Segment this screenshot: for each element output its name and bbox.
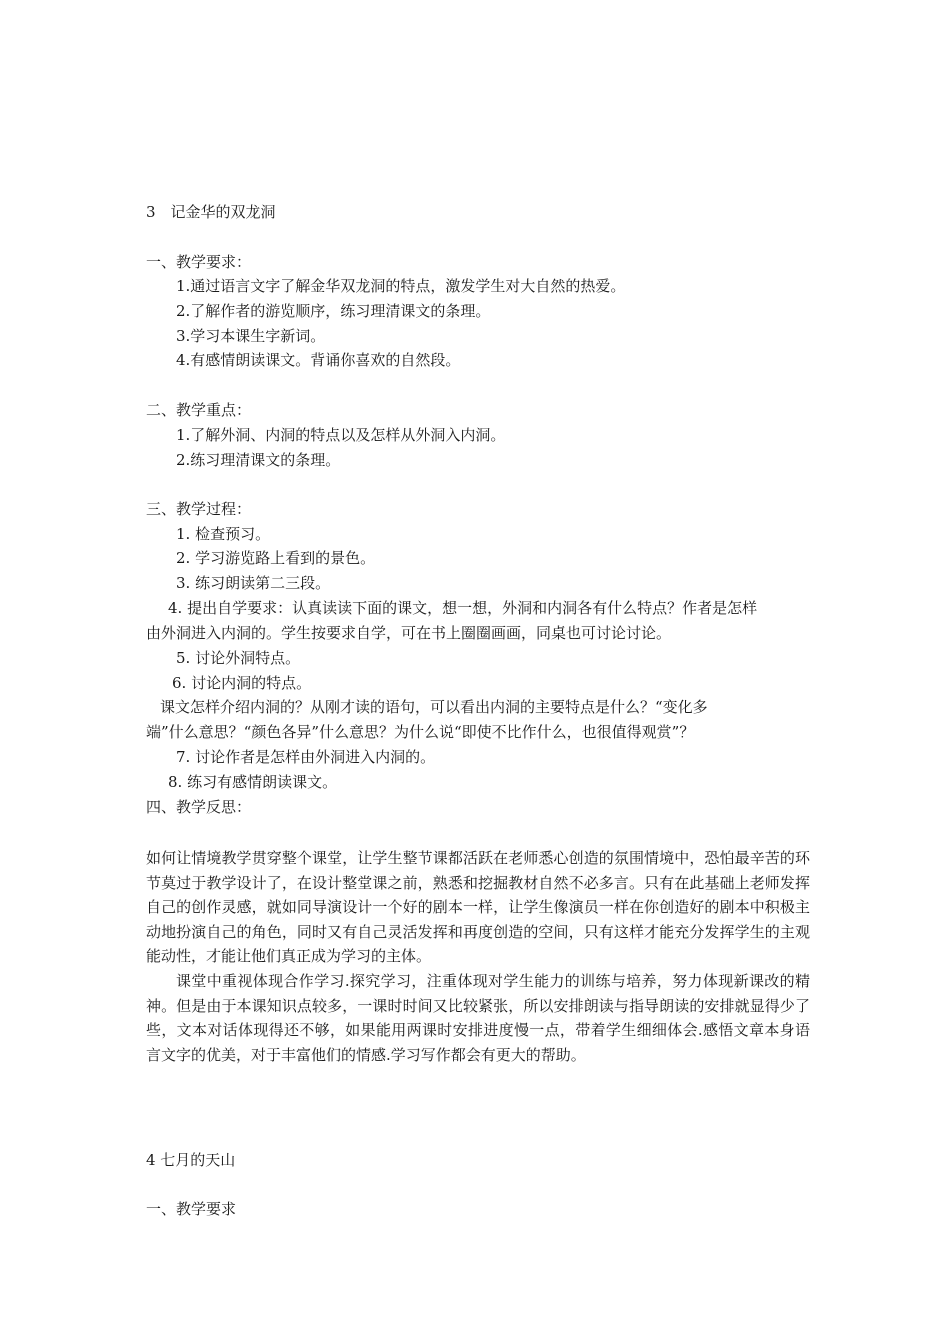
lesson4-section1-heading: 一、教学要求 [146,1200,237,1218]
reflection-paragraph: 课堂中重视体现合作学习.探究学习，注重体现对学生能力的训练与培养，努力体现新课改的精神。但是由于本课知识点较多，一课时时间又比较紧张，所以安排朗读与指导朗读的安排就显得少了些，文本对话体现得还不够，如果能用两课时安排进度慢一点，带着学生细细体会.感悟文章本身语言文字的优美，对于丰富他们的情感.学习写作都会有更大的帮助。 [146,971,810,1064]
requirement-item: 4.有感情朗读课文。背诵你喜欢的自然段。 [176,351,461,369]
reflection-text [146,846,810,1067]
process-question: 课文怎样介绍内洞的？从刚才读的语句，可以看出内洞的主要特点是什么？“变化多 [160,698,708,716]
process-step: 2. 学习游览路上看到的景色。 [176,549,376,567]
process-step: 7. 讨论作者是怎样由外洞进入内洞的。 [176,748,436,766]
key-point-item: 2.练习理清课文的条理。 [176,451,341,469]
requirement-item: 2.了解作者的游览顺序，练习理清课文的条理。 [176,302,491,320]
section2-heading: 二、教学重点： [146,401,252,419]
process-question-continued: 端”什么意思？“颜色各异”什么意思？为什么说“即使不比作什么，也很值得观赏”？ [146,723,695,741]
process-step: 8. 练习有感情朗读课文。 [168,773,338,791]
process-step: 5. 讨论外洞特点。 [176,649,301,667]
key-point-item: 1.了解外洞、内洞的特点以及怎样从外洞入内洞。 [176,426,506,444]
process-step-continued: 由外洞进入内洞的。学生按要求自学，可在书上圈圈画画，同桌也可讨论讨论。 [146,624,672,642]
lesson4-title: 4 七月的天山 [146,1151,236,1169]
lesson3-title: 3 记金华的双龙洞 [146,203,276,221]
process-step: 3. 练习朗读第二三段。 [176,574,331,592]
requirement-item: 3.学习本课生字新词。 [176,327,326,345]
process-step: 4. 提出自学要求：认真读读下面的课文，想一想，外洞和内洞各有什么特点？作者是怎样 [168,599,758,617]
requirement-item: 1.通过语言文字了解金华双龙洞的特点，激发学生对大自然的热爱。 [176,277,626,295]
section3-heading: 三、教学过程： [146,500,252,518]
section4-heading: 四、教学反思： [146,798,252,816]
process-step: 1. 检查预习。 [176,525,271,543]
section1-heading: 一、教学要求： [146,253,252,271]
reflection-paragraph: 如何让情境教学贯穿整个课堂，让学生整节课都活跃在老师悉心创造的氛围情境中，恐怕最辛苦的环节莫过于教学设计了，在设计整堂课之前，熟悉和挖掘教材自然不必多言。只有在此基础上老师发挥自己的创作灵感，就如同导演设计一个好的剧本一样，让学生像演员一样在你创造好的剧本中积极主动地扮演自己的角色，同时又有自己灵活发挥和再度创造的空间，只有这样才能充分发挥学生的主观能动性，才能让他们真正成为学习的主体。 [146,849,810,966]
process-step: 6. 讨论内洞的特点。 [172,674,312,692]
